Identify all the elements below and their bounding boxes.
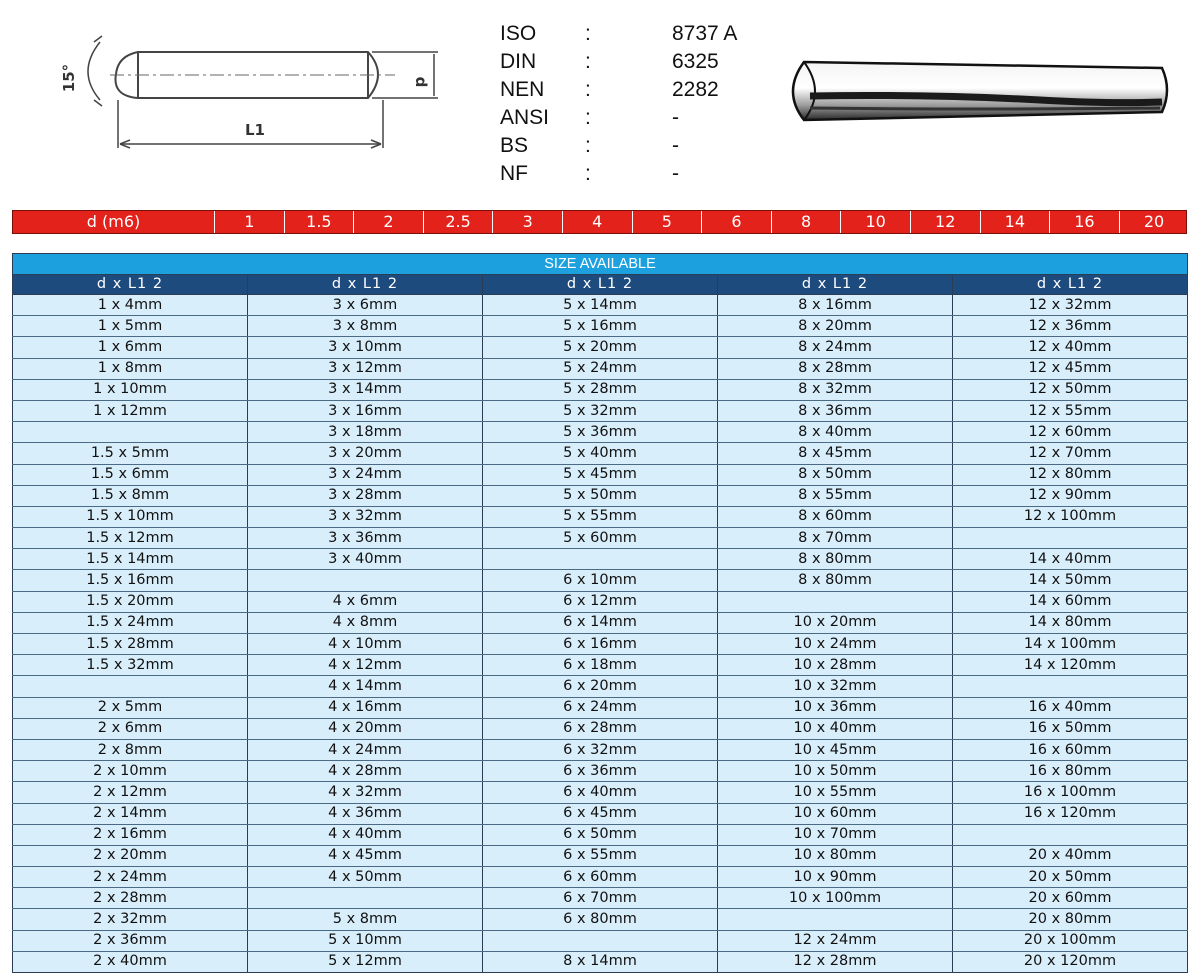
table-cell: 3 x 20mm	[248, 443, 483, 464]
diameter-value-cell: 1.5	[284, 211, 354, 233]
table-cell: 6 x 50mm	[483, 824, 718, 845]
table-cell: 12 x 100mm	[953, 506, 1188, 527]
standard-name: DIN	[500, 50, 537, 73]
table-cell	[953, 824, 1188, 845]
standard-separator: :	[585, 134, 591, 157]
table-cell: 4 x 8mm	[248, 612, 483, 633]
table-cell: 8 x 55mm	[718, 485, 953, 506]
standard-row	[500, 104, 780, 132]
table-cell: 2 x 32mm	[13, 909, 248, 930]
table-cell: 5 x 20mm	[483, 337, 718, 358]
table-cell: 4 x 28mm	[248, 761, 483, 782]
table-row	[13, 337, 1188, 358]
table-cell: 10 x 32mm	[718, 676, 953, 697]
table-cell: 20 x 80mm	[953, 909, 1188, 930]
table-cell	[953, 676, 1188, 697]
table-cell: 2 x 28mm	[13, 888, 248, 909]
table-cell: 6 x 55mm	[483, 845, 718, 866]
table-cell: 6 x 14mm	[483, 612, 718, 633]
table-row	[13, 464, 1188, 485]
table-cell: 6 x 18mm	[483, 655, 718, 676]
table-cell: 20 x 60mm	[953, 888, 1188, 909]
table-cell: 8 x 60mm	[718, 506, 953, 527]
angle-marker	[88, 36, 102, 106]
column-header: d x L1 2	[13, 275, 248, 295]
standard-value: -	[672, 162, 679, 185]
table-cell: 5 x 16mm	[483, 316, 718, 337]
table-cell: 8 x 40mm	[718, 422, 953, 443]
table-cell: 1.5 x 20mm	[13, 591, 248, 612]
table-cell: 3 x 16mm	[248, 400, 483, 421]
table-row	[13, 295, 1188, 316]
diameter-value-cell: 6	[701, 211, 771, 233]
table-cell: 2 x 20mm	[13, 845, 248, 866]
table-row	[13, 506, 1188, 527]
table-cell: 6 x 36mm	[483, 761, 718, 782]
length-label: L1	[245, 121, 265, 139]
table-cell: 2 x 24mm	[13, 867, 248, 888]
table-cell: 6 x 28mm	[483, 718, 718, 739]
angle-label: 15°	[60, 63, 78, 93]
table-cell: 10 x 36mm	[718, 697, 953, 718]
table-cell: 10 x 20mm	[718, 612, 953, 633]
table-cell: 4 x 50mm	[248, 867, 483, 888]
table-cell: 2 x 10mm	[13, 761, 248, 782]
table-row	[13, 803, 1188, 824]
pin-technical-drawing	[50, 20, 450, 170]
table-cell	[13, 676, 248, 697]
table-cell: 12 x 90mm	[953, 485, 1188, 506]
diameter-value-cell: 12	[910, 211, 980, 233]
table-cell: 4 x 14mm	[248, 676, 483, 697]
table-cell: 4 x 6mm	[248, 591, 483, 612]
table-cell: 3 x 14mm	[248, 379, 483, 400]
column-header: d x L1 2	[953, 275, 1188, 295]
table-header-row	[13, 275, 1188, 295]
table-cell: 10 x 100mm	[718, 888, 953, 909]
table-cell: 12 x 55mm	[953, 400, 1188, 421]
table-cell	[483, 549, 718, 570]
standard-row	[500, 132, 780, 160]
standard-value: 8737 A	[672, 22, 738, 45]
standard-name: NF	[500, 162, 528, 185]
table-cell: 5 x 12mm	[248, 951, 483, 972]
standard-value: 2282	[672, 78, 719, 101]
table-cell: 16 x 50mm	[953, 718, 1188, 739]
table-cell: 8 x 70mm	[718, 528, 953, 549]
standard-separator: :	[585, 50, 591, 73]
table-row	[13, 718, 1188, 739]
table-row	[13, 443, 1188, 464]
standard-value: -	[672, 106, 679, 129]
table-cell: 1.5 x 14mm	[13, 549, 248, 570]
table-cell: 8 x 14mm	[483, 951, 718, 972]
table-row	[13, 549, 1188, 570]
diameter-bar-label: d (m6)	[86, 212, 141, 231]
table-row	[13, 400, 1188, 421]
table-cell: 8 x 80mm	[718, 549, 953, 570]
column-header: d x L1 2	[248, 275, 483, 295]
table-cell: 8 x 32mm	[718, 379, 953, 400]
table-cell: 1 x 12mm	[13, 400, 248, 421]
column-header: d x L1 2	[718, 275, 953, 295]
standards-list	[500, 20, 780, 188]
table-cell: 14 x 120mm	[953, 655, 1188, 676]
pin-product-image	[780, 50, 1175, 130]
table-row	[13, 824, 1188, 845]
table-cell: 20 x 40mm	[953, 845, 1188, 866]
table-row	[13, 697, 1188, 718]
standard-name: NEN	[500, 78, 545, 101]
table-cell: 2 x 5mm	[13, 697, 248, 718]
table-cell: 4 x 12mm	[248, 655, 483, 676]
standard-row	[500, 20, 780, 48]
diameter-value-cell: 4	[562, 211, 632, 233]
table-cell: 12 x 70mm	[953, 443, 1188, 464]
table-cell: 20 x 100mm	[953, 930, 1188, 951]
diameter-value-cell: 2.5	[423, 211, 493, 233]
table-cell: 5 x 55mm	[483, 506, 718, 527]
table-cell: 4 x 10mm	[248, 634, 483, 655]
table-cell: 8 x 28mm	[718, 358, 953, 379]
table-cell: 3 x 6mm	[248, 295, 483, 316]
table-cell: 4 x 40mm	[248, 824, 483, 845]
table-title: SIZE AVAILABLE	[13, 254, 1188, 275]
table-cell: 1 x 6mm	[13, 337, 248, 358]
table-cell: 14 x 100mm	[953, 634, 1188, 655]
table-cell: 3 x 12mm	[248, 358, 483, 379]
table-cell: 10 x 40mm	[718, 718, 953, 739]
table-cell: 6 x 70mm	[483, 888, 718, 909]
table-cell: 1 x 5mm	[13, 316, 248, 337]
table-cell: 1.5 x 32mm	[13, 655, 248, 676]
table-cell: 8 x 50mm	[718, 464, 953, 485]
table-cell: 1.5 x 16mm	[13, 570, 248, 591]
diameter-value-cell: 14	[980, 211, 1050, 233]
table-cell: 10 x 50mm	[718, 761, 953, 782]
table-cell: 1.5 x 28mm	[13, 634, 248, 655]
table-cell: 6 x 32mm	[483, 739, 718, 760]
table-cell: 12 x 80mm	[953, 464, 1188, 485]
table-cell: 16 x 120mm	[953, 803, 1188, 824]
table-cell: 4 x 32mm	[248, 782, 483, 803]
table-cell: 10 x 45mm	[718, 739, 953, 760]
table-cell: 6 x 45mm	[483, 803, 718, 824]
table-cell: 8 x 45mm	[718, 443, 953, 464]
table-cell: 5 x 60mm	[483, 528, 718, 549]
table-row	[13, 951, 1188, 972]
diameter-value-cell: 8	[771, 211, 841, 233]
table-cell: 20 x 120mm	[953, 951, 1188, 972]
table-row	[13, 570, 1188, 591]
table-row	[13, 930, 1188, 951]
standard-separator: :	[585, 162, 591, 185]
table-row	[13, 591, 1188, 612]
table-row	[13, 358, 1188, 379]
table-cell: 3 x 10mm	[248, 337, 483, 358]
table-cell	[248, 570, 483, 591]
table-cell: 6 x 10mm	[483, 570, 718, 591]
table-cell: 1.5 x 10mm	[13, 506, 248, 527]
table-cell: 2 x 8mm	[13, 739, 248, 760]
table-cell: 4 x 45mm	[248, 845, 483, 866]
table-cell: 5 x 10mm	[248, 930, 483, 951]
table-cell: 10 x 90mm	[718, 867, 953, 888]
table-cell: 12 x 36mm	[953, 316, 1188, 337]
table-cell: 3 x 8mm	[248, 316, 483, 337]
table-cell: 5 x 40mm	[483, 443, 718, 464]
table-cell: 3 x 32mm	[248, 506, 483, 527]
diameter-value-cell: 5	[632, 211, 702, 233]
diameter-label: d	[412, 76, 430, 88]
table-cell: 6 x 80mm	[483, 909, 718, 930]
table-row	[13, 676, 1188, 697]
standard-row	[500, 160, 780, 188]
table-cell: 10 x 24mm	[718, 634, 953, 655]
standard-row	[500, 76, 780, 104]
table-row	[13, 316, 1188, 337]
table-cell: 5 x 24mm	[483, 358, 718, 379]
table-cell: 8 x 20mm	[718, 316, 953, 337]
table-cell: 14 x 50mm	[953, 570, 1188, 591]
table-row	[13, 422, 1188, 443]
table-cell: 3 x 28mm	[248, 485, 483, 506]
table-cell: 4 x 36mm	[248, 803, 483, 824]
diameter-value-cell: 2	[353, 211, 423, 233]
table-row	[13, 867, 1188, 888]
table-cell: 12 x 32mm	[953, 295, 1188, 316]
table-cell: 14 x 40mm	[953, 549, 1188, 570]
table-cell: 10 x 28mm	[718, 655, 953, 676]
table-cell: 10 x 80mm	[718, 845, 953, 866]
table-row	[13, 655, 1188, 676]
table-cell: 1 x 4mm	[13, 295, 248, 316]
table-cell: 5 x 28mm	[483, 379, 718, 400]
table-cell: 1.5 x 24mm	[13, 612, 248, 633]
table-cell: 4 x 24mm	[248, 739, 483, 760]
table-cell: 5 x 14mm	[483, 295, 718, 316]
standard-separator: :	[585, 78, 591, 101]
table-cell: 12 x 45mm	[953, 358, 1188, 379]
table-cell: 5 x 32mm	[483, 400, 718, 421]
table-cell: 1.5 x 5mm	[13, 443, 248, 464]
table-cell: 14 x 60mm	[953, 591, 1188, 612]
table-cell: 1 x 8mm	[13, 358, 248, 379]
table-body	[13, 295, 1188, 973]
size-available-table	[12, 253, 1188, 973]
table-cell: 1 x 10mm	[13, 379, 248, 400]
table-cell	[483, 930, 718, 951]
table-cell: 6 x 20mm	[483, 676, 718, 697]
table-cell: 8 x 16mm	[718, 295, 953, 316]
table-cell: 5 x 36mm	[483, 422, 718, 443]
table-cell	[718, 909, 953, 930]
diameter-value-cell: 20	[1119, 211, 1189, 233]
standard-row	[500, 48, 780, 76]
table-cell: 6 x 12mm	[483, 591, 718, 612]
table-cell: 12 x 50mm	[953, 379, 1188, 400]
table-cell: 6 x 40mm	[483, 782, 718, 803]
table-row	[13, 634, 1188, 655]
standard-separator: :	[585, 106, 591, 129]
table-cell: 10 x 70mm	[718, 824, 953, 845]
table-cell: 3 x 18mm	[248, 422, 483, 443]
table-cell: 4 x 16mm	[248, 697, 483, 718]
standard-name: ISO	[500, 22, 537, 45]
table-cell	[953, 528, 1188, 549]
table-cell: 1.5 x 6mm	[13, 464, 248, 485]
table-row	[13, 739, 1188, 760]
table-cell: 8 x 36mm	[718, 400, 953, 421]
standard-value: 6325	[672, 50, 719, 73]
table-cell: 6 x 24mm	[483, 697, 718, 718]
diameter-value-cell: 1	[214, 211, 284, 233]
table-cell: 6 x 60mm	[483, 867, 718, 888]
table-cell: 2 x 6mm	[13, 718, 248, 739]
table-cell: 1.5 x 12mm	[13, 528, 248, 549]
table-cell: 3 x 36mm	[248, 528, 483, 549]
table-cell: 3 x 24mm	[248, 464, 483, 485]
table-row	[13, 485, 1188, 506]
table-row	[13, 888, 1188, 909]
standard-name: BS	[500, 134, 529, 157]
table-row	[13, 761, 1188, 782]
table-cell: 14 x 80mm	[953, 612, 1188, 633]
table-title-row	[13, 254, 1188, 275]
table-cell: 10 x 60mm	[718, 803, 953, 824]
table-cell: 20 x 50mm	[953, 867, 1188, 888]
standard-name: ANSI	[500, 106, 550, 129]
table-cell: 2 x 16mm	[13, 824, 248, 845]
table-cell: 1.5 x 8mm	[13, 485, 248, 506]
table-cell: 8 x 80mm	[718, 570, 953, 591]
diameter-bar	[12, 210, 1187, 234]
table-cell: 12 x 24mm	[718, 930, 953, 951]
table-cell: 2 x 36mm	[13, 930, 248, 951]
standard-separator: :	[585, 22, 591, 45]
table-cell: 16 x 100mm	[953, 782, 1188, 803]
table-cell: 12 x 40mm	[953, 337, 1188, 358]
table-row	[13, 612, 1188, 633]
table-row	[13, 528, 1188, 549]
column-header: d x L1 2	[483, 275, 718, 295]
diameter-value-cell: 3	[492, 211, 562, 233]
table-row	[13, 782, 1188, 803]
table-cell: 2 x 12mm	[13, 782, 248, 803]
table-cell: 16 x 80mm	[953, 761, 1188, 782]
table-cell: 12 x 60mm	[953, 422, 1188, 443]
diameter-value-cell: 10	[840, 211, 910, 233]
table-cell: 2 x 14mm	[13, 803, 248, 824]
standard-value: -	[672, 134, 679, 157]
table-cell: 16 x 40mm	[953, 697, 1188, 718]
table-cell: 5 x 8mm	[248, 909, 483, 930]
table-cell: 12 x 28mm	[718, 951, 953, 972]
table-cell	[718, 591, 953, 612]
table-row	[13, 909, 1188, 930]
table-cell: 6 x 16mm	[483, 634, 718, 655]
diameter-dimension	[372, 52, 438, 98]
table-cell: 3 x 40mm	[248, 549, 483, 570]
table-cell	[248, 888, 483, 909]
table-cell: 5 x 45mm	[483, 464, 718, 485]
table-cell: 2 x 40mm	[13, 951, 248, 972]
table-cell: 4 x 20mm	[248, 718, 483, 739]
table-row	[13, 379, 1188, 400]
table-cell	[13, 422, 248, 443]
table-cell: 16 x 60mm	[953, 739, 1188, 760]
table-cell: 8 x 24mm	[718, 337, 953, 358]
table-cell: 10 x 55mm	[718, 782, 953, 803]
diameter-value-cell: 16	[1049, 211, 1119, 233]
table-row	[13, 845, 1188, 866]
table-cell: 5 x 50mm	[483, 485, 718, 506]
